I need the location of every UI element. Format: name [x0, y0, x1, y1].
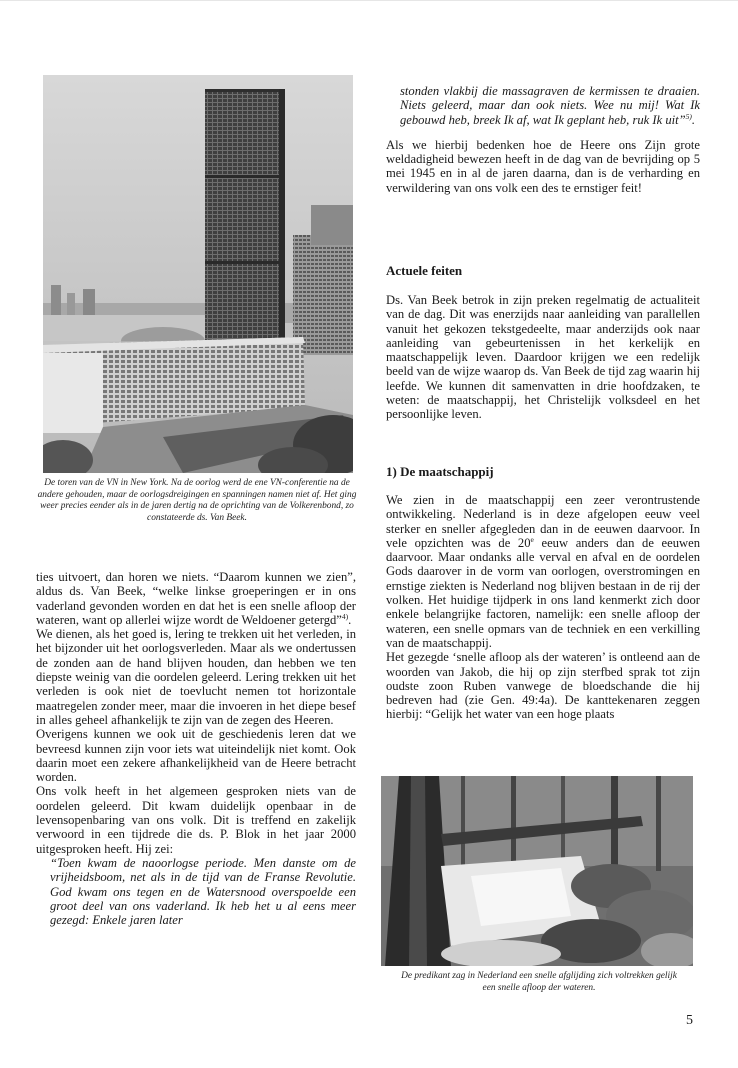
heading-maatschappij: 1) De maatschappij — [386, 464, 494, 479]
left-paragraph-4: Ons volk heeft in het algemeen gesproken niets van de oordelen geleerd. Dit kwam duidelijk openbaar in de levensopenbaring van ons volk. Dit is treffend en zakelijk verwoord in een tijdrede die ds. P. Blok in het jaar 2000 uitgesproken heeft. Hij zei: — [36, 784, 356, 856]
right-paragraph-4: Het gezegde ‘snelle afloop als der wateren’ is ontleend aan de woorden van Jakob, die hij op zijn sterfbed sprak tot zijn oudste zoon Ruben vanwege de bloedschande die hij bedreven had (zie Gen. 49:4a). De kanttekenaren zeggen hierbij: “Gelijk het water van een hoge plaats — [386, 650, 700, 722]
heading-actuele-feiten: Actuele feiten — [386, 263, 463, 278]
page-top-rule — [0, 0, 738, 1]
footnote-ref-5: 5) — [685, 111, 692, 121]
left-paragraph-1: ties uitvoert, dan horen we niets. “Daarom kunnen we zien”, aldus ds. Van Beek, “welke linkse groeperingen er in ons vaderland gevonden worden en dat het is een snelle afloop der wateren, want op allerlei wijze wordt de Weldoener getergd”$^{4)}$. — [36, 570, 356, 627]
left-paragraph-3: Overigens kunnen we ook uit de geschiedenis leren dat we bevreesd kunnen zijn voor iets wat uiteindelijk niet komt. Ook daarin moet een zekere afhankelijkheid van de Heere betracht worden. — [36, 727, 356, 785]
right-paragraph-2: Ds. Van Beek betrok in zijn preken regelmatig de actualiteit van de dag. Dit was enerzijds naar aanleiding van parallellen vanuit het gekozen tekstgedeelte, maar anderzijds ook naar aanleiding van gebeurtenissen in het kerkelijk en maatschappelijk leven. Daardoor krijgen we een redelijk beeld van de wijze waarop ds. Van Beek de tijd zag waarin hij leefde. We kunnen dit samenvatten in drie hoofdzaken, te weten: de maatschappij, het Christelijk volksdeel en het persoonlijke leven. — [386, 293, 700, 422]
left-paragraph-2: We dienen, als het goed is, lering te trekken uit het verleden, in het bijzonder uit het oorlogsverleden. Maar als we ondertussen de zonden aan de hand blijven houden, dan hebben we ten diepste weinig van die oordelen geleerd. Lering trekken uit het verleden is ook niet de toevlucht nemen tot horizontale maatregelen zonder meer, maar die invoeren in het diepe besef in alles geheel afhankelijk te zijn van de zegen des Heeren. — [36, 627, 356, 727]
left-column — [36, 570, 356, 927]
stream-photo — [381, 776, 693, 966]
page-number: 5 — [686, 1013, 693, 1028]
right-paragraph-3: We zien in de maatschappij een zeer verontrustende ontwikkeling. Nederland is in deze afgelopen eeuw veel sterker en sneller afgegleden dan in de eeuwen daarvoor. In vele opzichten was de 20e eeuw anders dan de eeuwen daarvoor. Maar ondanks alle verval en afval en de oordelen Gods daarover in de vorm van oorlogen, overstromingen en ernstige ziekten is Nederland nog blijven bestaan in de rij der volken. Het huidige tijdperk in ons land kenmerkt zich door enkele belangrijke factoren, namelijk: een snelle afloop der wateren, een snelle opmars van de techniek en een verkilling van de maatschappij. — [386, 493, 700, 650]
right-paragraph-1: Als we hierbij bedenken hoe de Heere ons Zijn grote weldadigheid bewezen heeft in de dag van de bevrijding op 5 mei 1945 en in al de jaren daarna, dan is de verharding en verwildering van ons volk een des te ernstiger feit! — [386, 137, 700, 195]
right-column-top — [386, 84, 700, 195]
un-building-photo — [43, 75, 353, 473]
un-photo-caption: De toren van de VN in New York. Na de oorlog werd de ene VN-conferentie na de andere gehouden, maar de oorlogsdreigingen en spanningen namen niet af. Het ging weer precies eender als in de jaren dertig na de oprichting van de Volkerenbond, zo constateerde ds. Van Beek. — [37, 478, 357, 523]
blok-quote-continued: stonden vlakbij die massagraven de kermissen te draaien. Niets geleerd, maar dan ook niets. Wee nu mij! Wat Ik gebouwd heb, breek Ik af, wat Ik geplant heb, ruk Ik uit”$^{5)}$. — [400, 84, 700, 127]
stream-photo-caption: De predikant zag in Nederland een snelle afglijding zich voltrekken gelijk een snelle afloop der wateren. — [401, 971, 677, 993]
footnote-ref-4: 4) — [341, 611, 349, 621]
right-column-actuele — [386, 293, 700, 422]
blok-quote: “Toen kwam de naoorlogse periode. Men danste om de vrijheidsboom, net als in de tijd van de Franse Revolutie. God kwam ons tegen en de Watersnood overspoelde een groot deel van ons vaderland. Ik heb het u al eens meer gezegd: Enkele jaren later — [50, 855, 356, 928]
right-column-maatschappij — [386, 493, 700, 722]
